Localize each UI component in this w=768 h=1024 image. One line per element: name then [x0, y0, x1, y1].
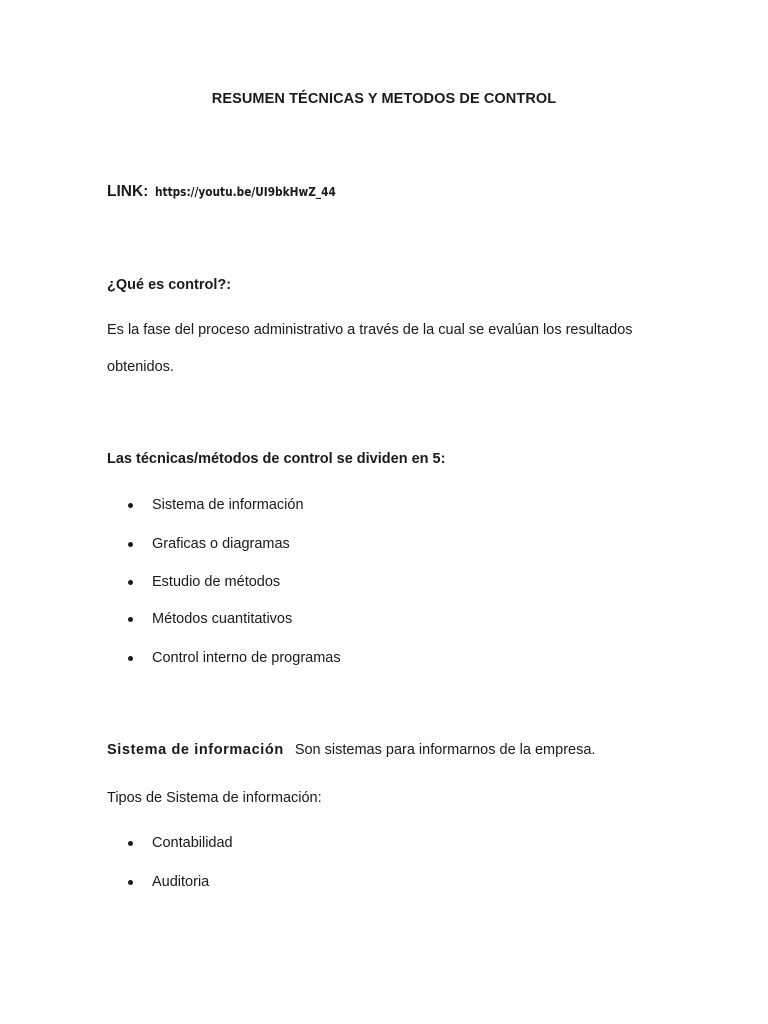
sistema-informacion-label: Sistema de información — [107, 742, 284, 758]
control-definition-line-1: Es la fase del proceso administrativo a través de la cual se evalúan los resultados — [107, 322, 633, 338]
list-item — [128, 874, 209, 890]
sistema-informacion-paragraph — [107, 742, 595, 758]
control-question-heading: ¿Qué es control?: — [107, 277, 232, 293]
list-item — [128, 650, 341, 666]
types-heading: Tipos de Sistema de información: — [107, 790, 322, 806]
list-item-label: Contabilidad — [152, 835, 233, 851]
bullet-icon — [128, 542, 133, 547]
link-row — [107, 183, 360, 201]
link-label: LINK: — [107, 183, 149, 200]
list-item-label: Graficas o diagramas — [152, 536, 290, 552]
sistema-informacion-text: Son sistemas para informarnos de la empresa. — [294, 742, 596, 758]
list-item — [128, 835, 233, 851]
list-item — [128, 574, 280, 590]
list-item-label: Auditoria — [152, 874, 210, 890]
list-item-label: Métodos cuantitativos — [152, 611, 293, 627]
bullet-icon — [128, 503, 133, 508]
bullet-icon — [128, 841, 133, 846]
bullet-icon — [128, 656, 133, 661]
list-item — [128, 536, 290, 552]
bullet-icon — [128, 580, 133, 585]
list-item-label: Sistema de información — [152, 497, 304, 513]
list-item — [128, 497, 304, 513]
methods-heading: Las técnicas/métodos de control se dividen en 5: — [107, 451, 446, 467]
list-item-label: Control interno de programas — [152, 650, 341, 666]
list-item-label: Estudio de métodos — [152, 574, 281, 590]
bullet-icon — [128, 617, 133, 622]
document-title: RESUMEN TÉCNICAS Y METODOS DE CONTROL — [211, 91, 557, 107]
list-item — [128, 611, 292, 627]
video-link[interactable]: https://youtu.be/UI9bkHwZ_44 — [154, 185, 336, 199]
control-definition-line-2: obtenidos. — [107, 359, 174, 375]
bullet-icon — [128, 880, 133, 885]
